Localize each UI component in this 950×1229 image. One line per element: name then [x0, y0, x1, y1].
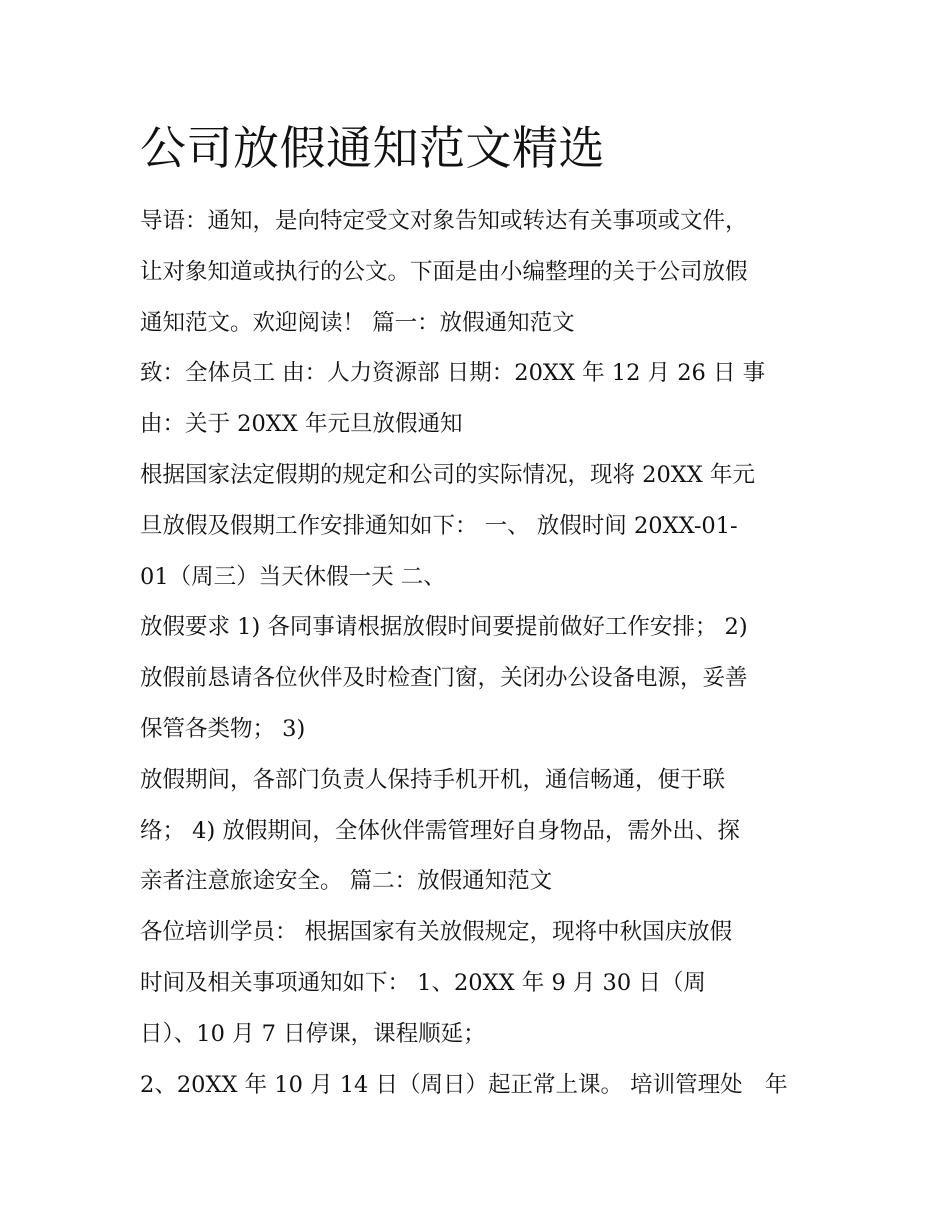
body-line: 让对象知道或执行的公文。下面是由小编整理的关于公司放假	[140, 258, 748, 285]
body-line: 放假要求 1) 各同事请根据放假时间要提前做好工作安排； 2)	[140, 614, 748, 641]
body-line: 旦放假及假期工作安排通知如下： 一、 放假时间 20XX-01-	[140, 512, 738, 539]
document-title: 公司放假通知范文精选	[140, 121, 605, 175]
body-line: 络； 4) 放假期间，全体伙伴需管理好自身物品，需外出、探	[140, 817, 740, 844]
body-line: 放假前恳请各位伙伴及时检查门窗，关闭办公设备电源，妥善	[140, 665, 748, 692]
body-line: 亲者注意旅途安全。 篇二：放假通知范文	[140, 868, 553, 895]
body-line: 01（周三）当天休假一天 二、	[140, 563, 446, 590]
body-line: 放假期间，各部门负责人保持手机开机，通信畅通，便于联	[140, 766, 726, 793]
body-line: 通知范文。欢迎阅读！ 篇一：放假通知范文	[140, 309, 575, 336]
body-line: 保管各类物； 3)	[140, 715, 306, 742]
body-line: 时间及相关事项通知如下： 1、20XX 年 9 月 30 日（周	[140, 969, 706, 996]
body-line: 根据国家法定假期的规定和公司的实际情况，现将 20XX 年元	[140, 461, 755, 488]
body-line: 日）、10 月 7 日停课，课程顺延；	[140, 1020, 486, 1047]
body-line: 各位培训学员： 根据国家有关放假规定，现将中秋国庆放假	[140, 919, 733, 946]
body-line: 导语：通知，是向特定受文对象告知或转达有关事项或文件，	[140, 208, 748, 234]
body-line: 由：关于 20XX 年元旦放假通知	[140, 411, 463, 438]
document-body	[140, 196, 840, 1110]
body-line: 致：全体员工 由：人力资源部 日期：20XX 年 12 月 26 日 事	[140, 360, 766, 387]
body-line: 2、20XX 年 10 月 14 日（周日）起正常上课。 培训管理处 年	[140, 1071, 788, 1098]
